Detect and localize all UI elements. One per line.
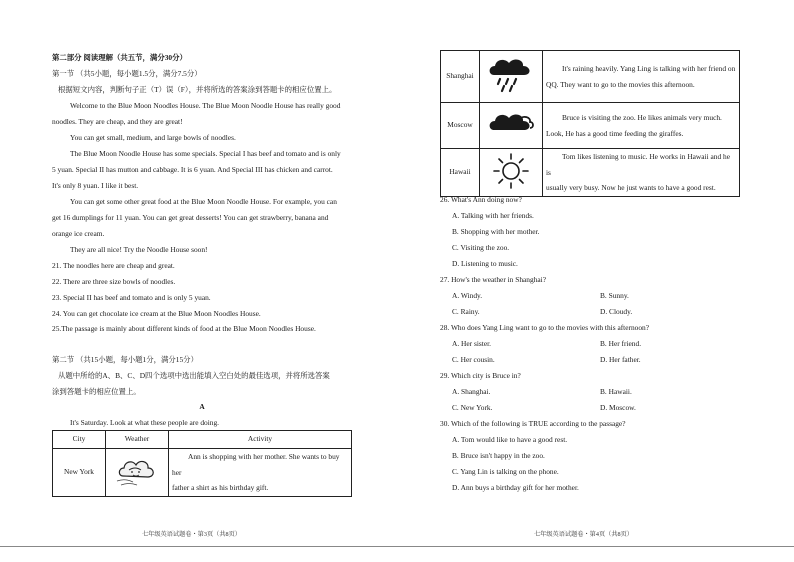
option: C. New York. — [452, 403, 493, 412]
section2-instructions: 涂到答题卡的相应位置上。 — [52, 387, 141, 396]
option: D. Moscow. — [600, 403, 636, 412]
question-29: 29. Which city is Bruce in? — [440, 371, 521, 380]
part-title: 第二部分 阅读理解（共五节，满分30分） — [52, 53, 187, 62]
question-30: 30. Which of the following is TRUE according to the passage? — [440, 419, 626, 428]
option: D. Cloudy. — [600, 307, 633, 316]
option: B. Hawaii. — [600, 387, 632, 396]
passage-line: You can get small, medium, and large bowls of noodles. — [70, 133, 236, 142]
section2-instructions: 从题中所给的A、B、C、D四个选项中选出能填入空白处的最佳选项，并将所选答案 — [58, 371, 330, 380]
weather-cell — [480, 51, 543, 103]
city-cell: New York — [53, 449, 106, 497]
passage-line: It's only 8 yuan. I like it best. — [52, 181, 139, 190]
option: C. Her cousin. — [452, 355, 495, 364]
passage-line: 5 yuan. Special II has mutton and cabbage. It is 6 yuan. And Special III has chicken and carrot. — [52, 165, 333, 174]
activity-line: It's raining heavily. Yang Ling is talking with her friend on — [562, 63, 736, 73]
sunny-icon — [491, 151, 531, 191]
question-26: 26. What's Ann doing now? — [440, 195, 522, 204]
activity-cell — [543, 149, 740, 197]
activity-line: QQ. They want to go to the movies this afternoon. — [546, 79, 695, 89]
activity-line: Bruce is visiting the zoo. He likes animals very much. — [562, 112, 722, 122]
statement-21: 21. The noodles here are cheap and great. — [52, 261, 175, 270]
option: C. Visiting the zoo. — [452, 243, 510, 252]
section-a-label: A — [199, 402, 205, 411]
weather-cell — [480, 149, 543, 197]
option: B. Sunny. — [600, 291, 629, 300]
table-row — [53, 449, 352, 497]
rain-icon — [486, 55, 536, 95]
page-footer: 七年级英语试题卷・第4页（共8页） — [534, 531, 633, 538]
scan-edge-line — [0, 546, 794, 547]
option: A. Shanghai. — [452, 387, 491, 396]
table-row — [441, 149, 740, 197]
windy-cloud-icon — [115, 454, 159, 488]
passage-line: get 16 dumplings for 11 yuan. You can get great desserts! You can get strawberry, banana and — [52, 213, 329, 222]
option: A. Windy. — [452, 291, 483, 300]
question-28: 28. Who does Yang Ling want to go to the movies with this afternoon? — [440, 323, 650, 332]
option: A. Her sister. — [452, 339, 491, 348]
page-footer: 七年级英语试题卷・第3页（共8页） — [142, 531, 241, 538]
option: A. Talking with her friends. — [452, 211, 534, 220]
passage-line: They are all nice! Try the Noodle House soon! — [70, 245, 208, 254]
option: D. Her father. — [600, 355, 641, 364]
statement-24: 24. You can get chocolate ice cream at the Blue Moon Noodles House. — [52, 309, 261, 318]
option: A. Tom would like to have a good rest. — [452, 435, 568, 444]
question-27: 27. How's the weather in Shanghai? — [440, 275, 547, 284]
option: C. Rainy. — [452, 307, 480, 316]
passage-line: You can get some other great food at the Blue Moon Noodle House. For example, you can — [70, 197, 337, 206]
col-header-weather: Weather — [106, 431, 169, 449]
option: B. Her friend. — [600, 339, 642, 348]
col-header-city: City — [53, 431, 106, 449]
statement-22: 22. There are three size bowls of noodles. — [52, 277, 176, 286]
statement-23: 23. Special II has beef and tomato and is only 5 yuan. — [52, 293, 211, 302]
passage-line: The Blue Moon Noodle House has some specials. Special I has beef and tomato and is only — [70, 149, 341, 158]
weather-cell — [106, 449, 169, 497]
activity-line: Ann is shopping with her mother. She wants to buy her — [172, 452, 340, 477]
activity-line: usually very busy. Now he just wants to have a good rest. — [546, 183, 716, 193]
option: D. Listening to music. — [452, 259, 518, 268]
table-row — [441, 51, 740, 103]
option: B. Bruce isn't happy in the zoo. — [452, 451, 545, 460]
section1-title: 第一节 （共5小题，每小题1.5分，满分7.5分） — [52, 69, 202, 78]
activity-cell — [543, 103, 740, 149]
option: D. Ann buys a birthday gift for her mother. — [452, 483, 579, 492]
city-cell: Moscow — [441, 103, 480, 149]
city-cell: Hawaii — [441, 149, 480, 197]
option: C. Yang Lin is talking on the phone. — [452, 467, 559, 476]
cloudy-icon — [486, 108, 536, 140]
passage-line: orange ice cream. — [52, 229, 105, 238]
table-row — [441, 103, 740, 149]
activity-table — [52, 430, 352, 497]
weather-cell — [480, 103, 543, 149]
option: B. Shopping with her mother. — [452, 227, 540, 236]
activity-cell — [543, 51, 740, 103]
table-intro: It's Saturday. Look at what these people are doing. — [70, 418, 220, 427]
passage-line: Welcome to the Blue Moon Noodles House. The Blue Moon Noodle House has really good — [70, 101, 341, 110]
section2-title: 第二节 （共15小题，每小题1分，满分15分） — [52, 355, 198, 364]
activity-line: Tom likes listening to music. He works in Hawaii and he is — [546, 152, 731, 177]
passage-line: noodles. They are cheap, and they are great! — [52, 117, 183, 126]
statement-25: 25.The passage is mainly about different kinds of food at the Blue Moon Noodles House. — [52, 324, 316, 333]
activity-line: Look, He has a good time feeding the giraffes. — [546, 128, 684, 138]
activity-line: father a shirt as his birthday gift. — [172, 483, 269, 493]
section1-instructions: 根据短文内容，判断句子正（T）误（F），并将所选的答案涂到答题卡的相应位置上。 — [58, 85, 337, 94]
city-cell: Shanghai — [441, 51, 480, 103]
col-header-activity: Activity — [169, 431, 352, 449]
activity-cell — [169, 449, 352, 497]
activity-table-continued — [440, 50, 740, 197]
